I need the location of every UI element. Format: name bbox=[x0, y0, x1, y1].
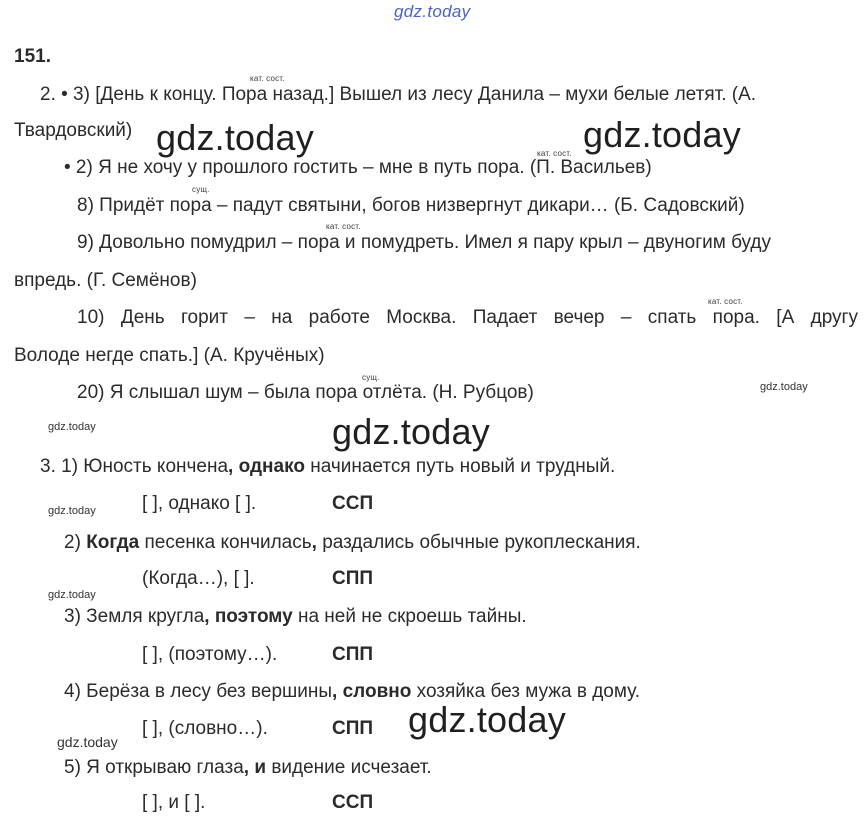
sentence-type: ССП bbox=[332, 493, 374, 514]
conjunction: словно bbox=[342, 681, 412, 702]
sentence-text: на ней не скроешь тайны. bbox=[297, 606, 527, 627]
task2-line: 2. • 3) [День к концу. Пора назад.] Вышел из лесу Данила – мухи белые летят. (А. bbox=[40, 84, 757, 105]
sentence-text: начинается путь новый и трудный. bbox=[310, 456, 616, 477]
watermark-small: gdz.today bbox=[48, 421, 96, 433]
sentence-scheme: [ ], однако [ ]. bbox=[142, 493, 257, 514]
task2-line: 10) День горит – на работе Москва. Падает вечер – спать пора. [А другу bbox=[77, 307, 858, 328]
task2-line: 8) Придёт пора – падут святыни, богов низвергнут дикари… (Б. Садовский) bbox=[77, 195, 745, 216]
sentence-scheme: (Когда…), [ ]. bbox=[142, 568, 255, 589]
task2-line: 20) Я слышал шум – была пора отлёта. (Н. Рубцов) bbox=[77, 382, 534, 403]
sentence-number: 2) bbox=[64, 532, 81, 553]
annotation-kat-sost: кат. сост. bbox=[250, 74, 285, 83]
conjunction: поэтому bbox=[214, 606, 293, 627]
sentence-text: 4) Берёза в лесу без вершины bbox=[64, 681, 333, 702]
annotation-sushch: сущ. bbox=[362, 373, 380, 382]
sentence-type: СПП bbox=[332, 568, 374, 589]
comma: , bbox=[311, 532, 317, 553]
conjunction: однако bbox=[238, 456, 305, 477]
task3-sentence-1 bbox=[40, 456, 615, 478]
watermark-large: gdz.today bbox=[583, 114, 741, 155]
watermark-large: gdz.today bbox=[408, 699, 566, 740]
task2-line: • 2) Я не хочу у прошлого гостить – мне в путь пора. (П. Васильев) bbox=[64, 157, 652, 178]
sentence-text: 3. 1) Юность кончена bbox=[40, 456, 229, 477]
comma: , bbox=[332, 681, 338, 702]
sentence-scheme: [ ], (поэтому…). bbox=[142, 644, 278, 665]
task3-sentence-5 bbox=[64, 757, 432, 779]
sentence-type: ССП bbox=[332, 792, 374, 813]
watermark-small: gdz.today bbox=[760, 381, 808, 393]
exercise-number: 151. bbox=[14, 46, 51, 67]
sentence-type: СПП bbox=[332, 644, 374, 665]
watermark-top: gdz.today bbox=[394, 2, 471, 21]
task2-line: 9) Довольно помудрил – пора и помудреть. Имел я пару крыл – двуногим буду bbox=[77, 232, 772, 253]
comma: , bbox=[204, 606, 210, 627]
sentence-text: песенка кончилась bbox=[144, 532, 312, 553]
annotation-kat-sost: кат. сост. bbox=[537, 149, 572, 158]
watermark-small: gdz.today bbox=[48, 589, 96, 601]
annotation-kat-sost: кат. сост. bbox=[326, 222, 361, 231]
watermark-large: gdz.today bbox=[332, 411, 490, 452]
annotation-sushch: сущ. bbox=[192, 185, 210, 194]
watermark-large: gdz.today bbox=[156, 117, 314, 158]
sentence-text: 3) Земля кругла bbox=[64, 606, 205, 627]
comma: , bbox=[243, 757, 250, 778]
watermark-small: gdz.today bbox=[57, 734, 118, 750]
comma: , bbox=[228, 456, 234, 477]
sentence-text: 5) Я открываю глаза bbox=[64, 757, 244, 778]
sentence-text: видение исчезает. bbox=[271, 757, 432, 778]
conjunction: Когда bbox=[86, 532, 140, 553]
sentence-text: хозяйка без мужа в дому. bbox=[416, 681, 641, 702]
sentence-type: СПП bbox=[332, 718, 374, 739]
task2-line: впредь. (Г. Семёнов) bbox=[14, 270, 197, 291]
task2-line: Твардовский) bbox=[14, 120, 133, 141]
sentence-scheme: [ ], и [ ]. bbox=[142, 792, 206, 813]
annotation-kat-sost: кат. сост. bbox=[708, 297, 743, 306]
conjunction: и bbox=[254, 757, 267, 778]
task3-sentence-2 bbox=[64, 532, 641, 554]
sentence-scheme: [ ], (словно…). bbox=[142, 718, 268, 739]
task2-line: Володе негде спать.] (А. Кручёных) bbox=[14, 345, 325, 366]
sentence-text: раздались обычные рукоплескания. bbox=[322, 532, 641, 553]
watermark-small: gdz.today bbox=[48, 505, 96, 517]
task3-sentence-3 bbox=[64, 606, 527, 628]
